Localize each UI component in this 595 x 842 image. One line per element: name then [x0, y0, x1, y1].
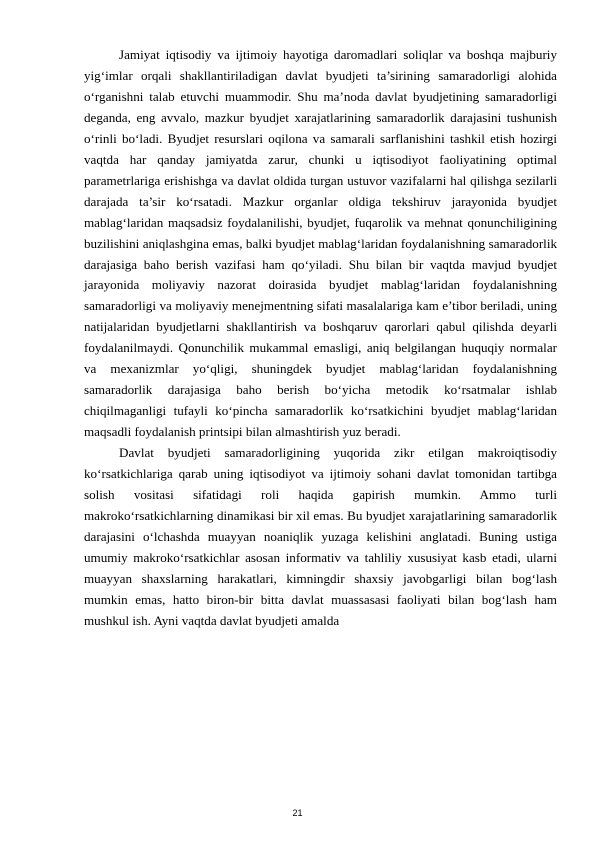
page-number: 21	[292, 808, 303, 818]
body-text	[84, 45, 557, 632]
paragraph-1: Jamiyat iqtisodiy va ijtimoiy hayotiga daromadlari soliqlar va boshqa majburiy yig‘imlar orqali shakllantiriladigan davlat byudjeti ta’sirining samaradorligi alohida o‘rganishni talab etuvchi muammodir. Shu ma’noda davlat byudjetining samaradorligi deganda, eng avvalo, mazkur byudjet xarajatlarining samaradorlik darajasini tushunish o‘rinli bo‘ladi. Byudjet resurslari oqilona va samarali sarflanishini tashkil etish hozirgi vaqtda har qanday jamiyatda zarur, chunki u iqtisodiyot faoliyatining optimal parametrlariga erishishga va davlat oldida turgan ustuvor vazifalarni hal qilishga sezilarli darajada ta’sir ko‘rsatadi. Mazkur organlar oldiga tekshiruv jarayonida byudjet mablag‘laridan maqsadsiz foydalanilishi, byudjet, fuqarolik va mehnat qonunchiligining buzilishini aniqlashgina emas, balki byudjet mablag‘laridan foydalanishning samaradorlik darajasiga baho berish vazifasi ham qo‘yiladi. Shu bilan bir vaqtda mavjud byudjet jarayonida moliyaviy nazorat doirasida byudjet mablag‘laridan foydalanishning samaradorligi va moliyaviy menejmentning sifati masalalariga kam e’tibor beriladi, uning natijalaridan byudjetlarni shakllantirish va boshqaruv qarorlari qabul qilishda deyarli foydalanilmaydi. Qonunchilik mukammal emasligi, aniq belgilangan huquqiy normalar va mexanizmlar yo‘qligi, shuningdek byudjet mablag‘laridan foydalanishning samaradorlik darajasiga baho berish bo‘yicha metodik ko‘rsatmalar ishlab chiqilmaganligi tufayli ko‘pincha samaradorlik ko‘rsatkichini byudjet mablag‘laridan maqsadli foydalanish printsipi bilan almashtirish yuz beradi.	[84, 47, 557, 440]
paragraph-2: Davlat byudjeti samaradorligining yuqorida zikr etilgan makroiqtisodiy ko‘rsatkichlariga qarab uning iqtisodiyot va ijtimoiy sohani davlat tomonidan tartibga solish vositasi sifatidagi roli haqida gapirish mumkin. Ammo turli makroko‘rsatkichlarning dinamikasi bir xil emas. Bu byudjet xarajatlarining samaradorlik darajasini o‘lchashda muayyan noaniqlik yuzaga kelishini anglatadi. Buning ustiga umumiy makroko‘rsatkichlar asosan informativ va tahliliy xususiyat kasb etadi, ularni muayyan shaxslarning harakatlari, kimningdir shaxsiy javobgarligi bilan bog‘lash mumkin emas, hatto biron-bir bitta davlat muassasasi faoliyati bilan bog‘lash ham mushkul ish. Ayni vaqtda davlat byudjeti amalda	[84, 445, 557, 628]
